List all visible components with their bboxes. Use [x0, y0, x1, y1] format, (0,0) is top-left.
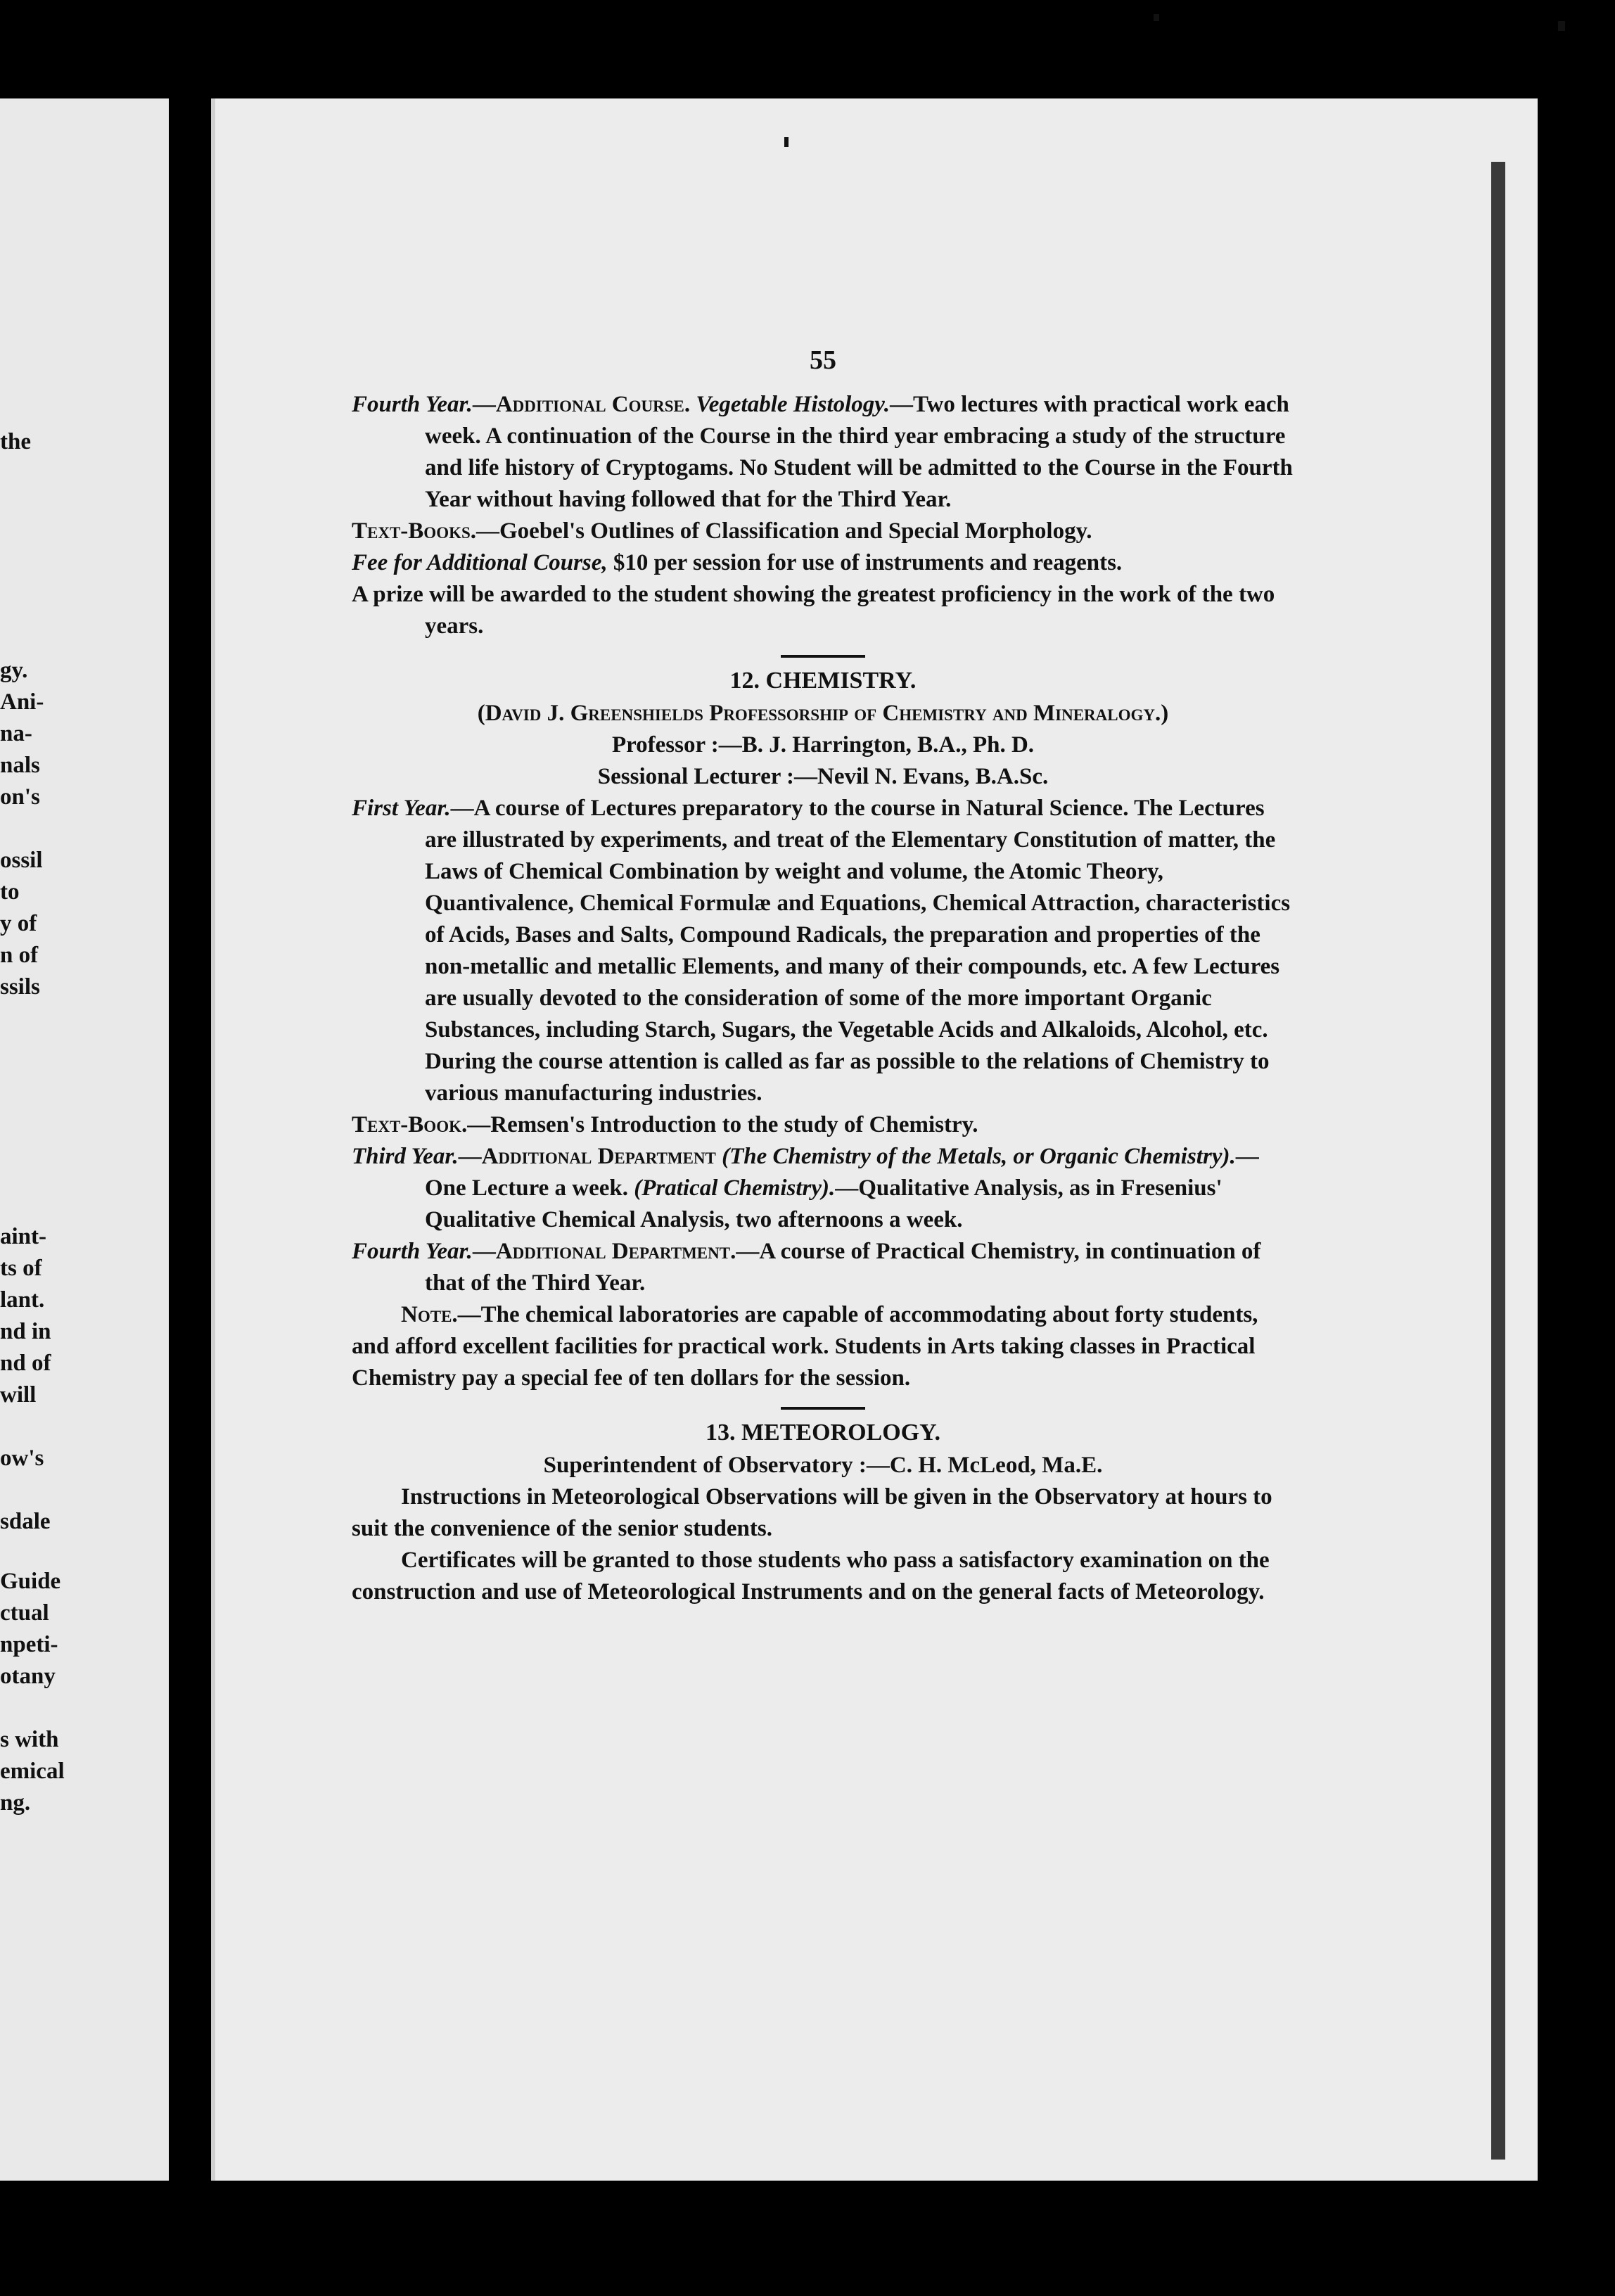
- professorship-line: (David J. Greenshields Professorship of Chemistry and Mineralogy.): [477, 701, 1169, 726]
- chemistry-fourth-year: [352, 1236, 1294, 1299]
- left-fragment: ssils: [0, 974, 40, 1000]
- section-divider: [781, 655, 865, 658]
- text-books-label: Text-Books.: [352, 518, 477, 544]
- left-fragment: n of: [0, 943, 39, 968]
- left-fragment: the: [0, 429, 31, 454]
- left-fragment: otany: [0, 1664, 56, 1689]
- left-fragment: ctual: [0, 1600, 49, 1626]
- left-fragment: to: [0, 879, 20, 905]
- left-fragment: ng.: [0, 1790, 31, 1816]
- botany-fourth-year: [352, 389, 1294, 516]
- chemistry-text-book: [352, 1109, 1294, 1141]
- left-fragment: ow's: [0, 1446, 44, 1471]
- chemistry-note: [352, 1299, 1294, 1394]
- left-fragment: nd in: [0, 1319, 51, 1344]
- additional-course-label: —Additional Course.: [472, 392, 691, 417]
- left-fragment: on's: [0, 784, 40, 810]
- chem-fourth-year-lead: Fourth Year.: [352, 1239, 473, 1264]
- left-fragment: gy.: [0, 658, 28, 683]
- text-book-label: Text-Book.: [352, 1112, 468, 1137]
- text-books-botany: [352, 516, 1294, 547]
- vegetable-histology: Vegetable Histology.: [696, 392, 890, 417]
- ink-speck: [1558, 21, 1565, 31]
- page-content: [352, 345, 1294, 1608]
- left-fragment: npeti-: [0, 1632, 58, 1657]
- left-fragment: lant.: [0, 1287, 45, 1313]
- fourth-year-lead: Fourth Year.: [352, 392, 473, 417]
- third-year-lead: Third Year.: [352, 1144, 459, 1169]
- superintendent-line: Superintendent of Observatory :—C. H. McLeod, Ma.E.: [543, 1453, 1103, 1478]
- left-fragment: will: [0, 1382, 37, 1408]
- third-year-italic-1: (The Chemistry of the Metals, or Organic Chemistry).: [722, 1144, 1236, 1169]
- note-label: Note.: [401, 1302, 458, 1327]
- left-fragment: y of: [0, 911, 37, 936]
- fee-line: [352, 547, 1294, 579]
- chemistry-heading: 12. CHEMISTRY.: [729, 668, 917, 694]
- meteorology-certificates: Certificates will be granted to those students who pass a satisfactory examination on the construction and use of Meteorological Instruments and on the general facts of Meteorology.: [352, 1548, 1270, 1605]
- lecturer-line: Sessional Lecturer :—Nevil N. Evans, B.A.Sc.: [597, 764, 1049, 789]
- left-fragment: sdale: [0, 1509, 51, 1534]
- first-year-text: —A course of Lectures preparatory to the course in Natural Science. The Lectures are illustrated by experiments, and treat of the Elementary Constitution of matter, the Laws of Chemical Combination by weight and volume, the Atomic Theory, Quantivalence, Chemical Formulæ and Equations, Chemical Attraction, characteristics of Acids, Bases and Salts, Compound Radicals, the preparation and properties of the non-metallic and metallic Elements, and many of their compounds, etc. A few Lectures are usually devoted to the consideration of some of the more important Organic Substances, including Starch, Sugars, the Vegetable Acids and Alkaloids, Alcohol, etc. During the course attention is called as far as possible to the relations of Chemistry to various manufacturing industries.: [425, 796, 1291, 1106]
- text-book-text: —Remsen's Introduction to the study of Chemistry.: [467, 1112, 978, 1137]
- professor-line: Professor :—B. J. Harrington, B.A., Ph. D.: [611, 732, 1035, 758]
- page-edge: [1491, 162, 1505, 2160]
- ink-speck: [1154, 14, 1159, 21]
- meteorology-instructions: Instructions in Meteorological Observations will be given in the Observatory at hours to suit the convenience of the senior students.: [352, 1484, 1272, 1541]
- left-fragment: emical: [0, 1759, 65, 1784]
- note-text: —The chemical laboratories are capable of accommodating about forty students, and afford excellent facilities for practical work. Students in Arts taking classes in Practical Chemistry pay a special fee of ten dollars for the session.: [352, 1302, 1258, 1391]
- third-year-mid: —One Lecture a week.: [425, 1144, 1259, 1201]
- left-fragment: Ani-: [0, 689, 44, 715]
- chemistry-first-year: [352, 793, 1294, 1109]
- left-fragment: ts of: [0, 1256, 42, 1281]
- text-books-text: —Goebel's Outlines of Classification and Special Morphology.: [476, 518, 1092, 544]
- chem-fourth-year-text: —A course of Practical Chemistry, in continuation of that of the Third Year.: [425, 1239, 1261, 1296]
- left-fragment: s with: [0, 1727, 59, 1752]
- chemistry-third-year: [352, 1141, 1294, 1236]
- page-number: 55: [810, 345, 836, 375]
- left-fragment: Guide: [0, 1569, 61, 1594]
- prize-line: A prize will be awarded to the student showing the greatest proficiency in the work of the two years.: [352, 582, 1275, 639]
- left-fragment: nals: [0, 753, 40, 778]
- fee-text: $10 per session for use of instruments and reagents.: [607, 550, 1123, 575]
- left-fragment: aint-: [0, 1224, 46, 1249]
- section-divider: [781, 1407, 865, 1410]
- third-year-text: —Qualitative Analysis, as in Fresenius' Qualitative Chemical Analysis, two afternoons a week.: [425, 1175, 1223, 1232]
- left-fragment: ossil: [0, 848, 43, 873]
- chem-fourth-year-dept: —Additional Department.: [472, 1239, 736, 1264]
- left-fragment: nd of: [0, 1351, 51, 1376]
- fee-label: Fee for Additional Course,: [352, 550, 608, 575]
- left-page: [0, 98, 169, 2181]
- third-year-dept: —Additional Department: [458, 1144, 716, 1169]
- third-year-italic-2: (Pratical Chemistry).: [634, 1175, 836, 1201]
- first-year-lead: First Year.: [352, 796, 451, 821]
- meteorology-heading: 13. METEOROLOGY.: [705, 1420, 941, 1446]
- left-fragment: na-: [0, 721, 32, 746]
- fourth-year-text: —Two lectures with practical work each week. A continuation of the Course in the third year embracing a study of the structure and life history of Cryptogams. No Student will be admitted to the Course in the Fourth Year without having followed that for the Third Year.: [425, 392, 1293, 512]
- ink-speck: [784, 137, 789, 147]
